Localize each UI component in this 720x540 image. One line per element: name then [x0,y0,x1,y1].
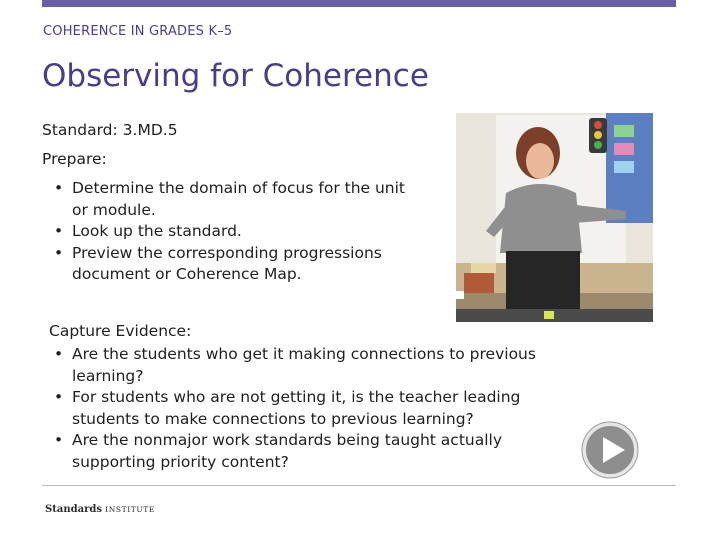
page-title: Observing for Coherence [42,58,429,94]
list-item: • Are the nonmajor work standards being taught actually supporting priority content? [48,430,568,473]
video-thumbnail[interactable] [456,113,653,322]
capture-label: Capture Evidence: [49,322,192,340]
list-item: • Determine the domain of focus for the unit or module. [48,178,408,221]
list-item: • Are the students who get it making connections to previous learning? [48,344,568,387]
footer-divider [42,485,676,486]
play-icon [581,421,639,479]
prepare-label: Prepare: [42,150,107,168]
standards-institute-logo [45,504,155,515]
list-item: • For students who are not getting it, is the teacher leading students to make connections to previous learning? [48,387,568,430]
prepare-list [48,178,408,286]
list-item: • Look up the standard. [48,221,408,243]
capture-list [48,344,568,473]
teacher-video-frame [456,113,653,322]
standard-label: Standard: 3.MD.5 [42,121,178,139]
logo-sub: INSTITUTE [105,505,155,514]
list-item: • Preview the corresponding progressions document or Coherence Map. [48,243,408,286]
top-accent-bar [42,0,676,7]
logo-main: Standards [45,504,102,515]
section-kicker: COHERENCE IN GRADES K–5 [43,24,233,39]
play-button[interactable] [581,421,639,479]
